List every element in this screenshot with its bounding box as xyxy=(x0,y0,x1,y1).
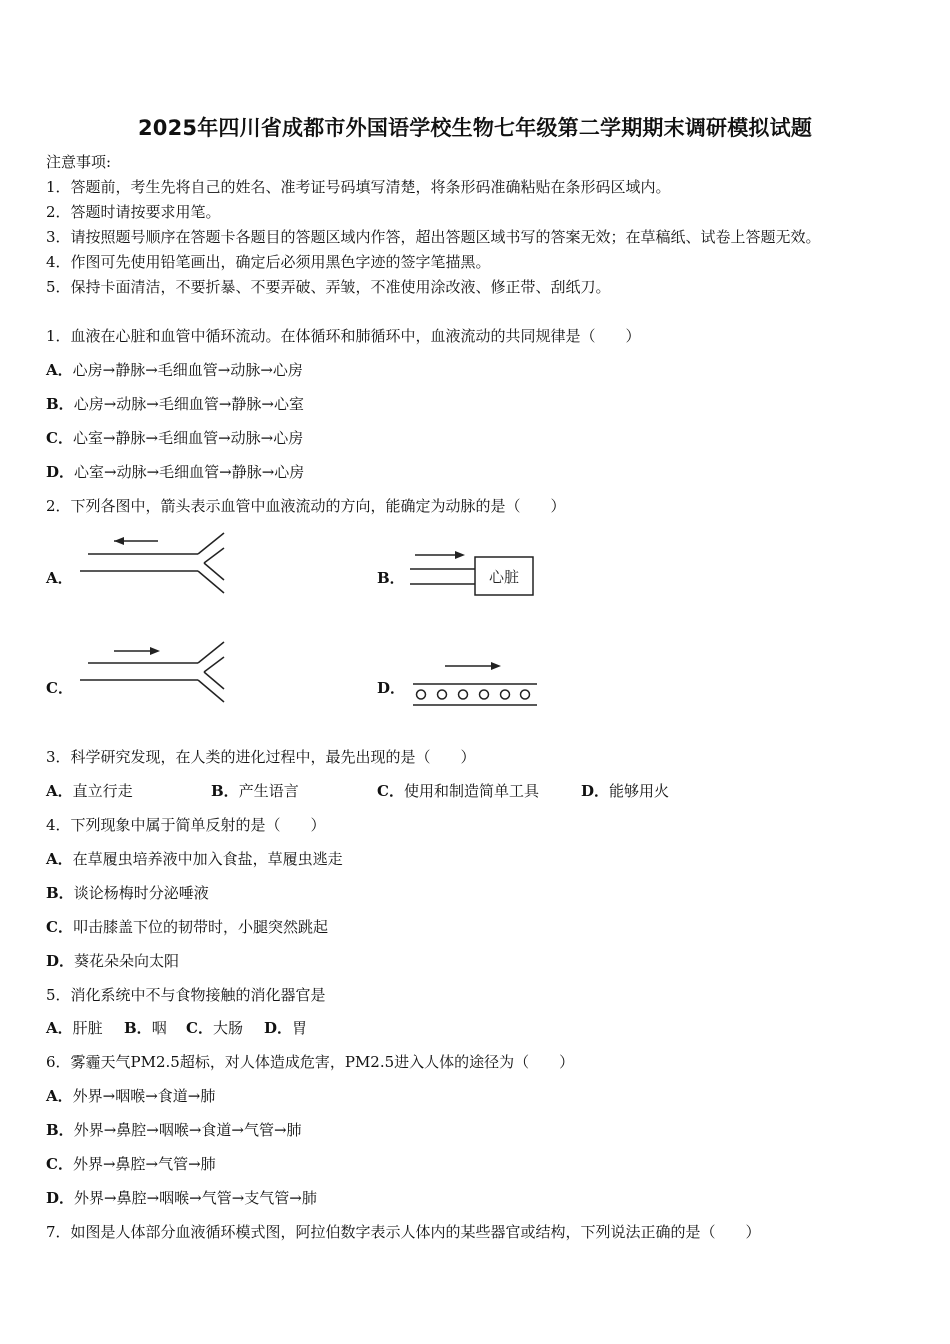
question-5-option-b xyxy=(124,1018,167,1038)
figure-c-label: C． xyxy=(46,679,73,697)
blood-cell-icon xyxy=(501,690,510,699)
question-4-option-a xyxy=(46,849,343,869)
option-letter: C． xyxy=(46,429,73,447)
question-6-stem: 6．雾霾天气PM2.5超标，对人体造成危害，PM2.5进入人体的途径为（ ） xyxy=(46,1053,575,1071)
blood-cell-icon xyxy=(417,690,426,699)
question-1-option-a xyxy=(46,360,303,380)
question-2-stem: 2．下列各图中，箭头表示血管中血液流动的方向，能确定为动脉的是（ ） xyxy=(46,497,566,515)
option-text: 咽 xyxy=(151,1019,167,1037)
question-3-option-a xyxy=(46,781,133,801)
figure-b-label: B． xyxy=(377,569,405,587)
option-letter: D． xyxy=(264,1019,293,1037)
option-letter: C． xyxy=(377,782,404,800)
figure-d-capillary-diagram xyxy=(405,655,545,711)
option-letter: D． xyxy=(46,1189,75,1207)
question-7-stem: 7．如图是人体部分血液循环模式图，阿拉伯数字表示人体内的某些器官或结构，下列说法正确的是（ ） xyxy=(46,1223,761,1241)
option-letter: D． xyxy=(46,952,75,970)
blood-cell-icon xyxy=(521,690,530,699)
question-3-stem: 3．科学研究发现，在人类的进化过程中，最先出现的是（ ） xyxy=(46,748,476,766)
question-4-option-d xyxy=(46,951,179,971)
heart-box-label: 心脏 xyxy=(488,568,520,586)
option-letter: C． xyxy=(46,918,73,936)
option-text: 心室→静脉→毛细血管→动脉→心房 xyxy=(72,429,304,447)
question-5-option-d xyxy=(264,1018,307,1038)
option-letter: D． xyxy=(46,463,75,481)
option-letter: B． xyxy=(46,395,74,413)
figure-a-label: A． xyxy=(46,569,73,587)
question-6-option-c xyxy=(46,1154,216,1174)
option-letter: A． xyxy=(46,782,73,800)
option-text: 谈论杨梅时分泌唾液 xyxy=(73,884,209,902)
question-1-stem: 1．血液在心脏和血管中循环流动。在体循环和肺循环中，血液流动的共同规律是（ ） xyxy=(46,327,641,345)
page-title: 2025年四川省成都市外国语学校生物七年级第二学期期末调研模拟试题 xyxy=(137,116,813,140)
option-text: 肝脏 xyxy=(72,1019,103,1037)
question-3-option-c xyxy=(377,781,539,801)
option-text: 产生语言 xyxy=(238,782,299,800)
figure-a-vessel-diagram xyxy=(76,528,236,600)
arrow-right-icon xyxy=(455,551,465,559)
option-text: 心室→动脉→毛细血管→静脉→心房 xyxy=(74,463,305,481)
option-text: 外界→鼻腔→气管→肺 xyxy=(72,1155,216,1173)
notice-item: 5．保持卡面清洁，不要折暴、不要弄破、弄皱，不准使用涂改液、修正带、刮纸刀。 xyxy=(46,278,611,296)
option-text: 叩击膝盖下位的韧带时，小腿突然跳起 xyxy=(72,918,328,936)
blood-cell-icon xyxy=(438,690,447,699)
question-1-option-b xyxy=(46,394,304,414)
option-letter: A． xyxy=(46,361,73,379)
option-text: 直立行走 xyxy=(72,782,133,800)
question-3-option-b xyxy=(211,781,299,801)
question-1-option-c xyxy=(46,428,303,448)
figure-b-heart-diagram xyxy=(405,545,540,600)
question-6-option-b xyxy=(46,1120,302,1140)
question-4-option-b xyxy=(46,883,209,903)
option-text: 外界→咽喉→食道→肺 xyxy=(72,1087,216,1105)
question-6-option-a xyxy=(46,1086,215,1106)
option-text: 能够用火 xyxy=(609,782,670,800)
option-text: 心房→动脉→毛细血管→静脉→心室 xyxy=(73,395,304,413)
option-letter: A． xyxy=(46,1087,73,1105)
option-text: 心房→静脉→毛细血管→动脉→心房 xyxy=(72,361,303,379)
notice-heading: 注意事项: xyxy=(46,153,112,171)
option-text: 大肠 xyxy=(212,1019,243,1037)
option-letter: D． xyxy=(581,782,610,800)
arrow-right-icon xyxy=(150,647,160,655)
blood-cell-icon xyxy=(480,690,489,699)
notice-item: 4．作图可先使用铅笔画出，确定后必须用黑色字迹的签字笔描黑。 xyxy=(46,253,491,271)
question-5-stem: 5．消化系统中不与食物接触的消化器官是 xyxy=(46,986,326,1004)
blood-cell-icon xyxy=(459,690,468,699)
figure-c-vessel-diagram xyxy=(76,637,236,709)
question-1-option-d xyxy=(46,462,304,482)
option-letter: C． xyxy=(186,1019,213,1037)
arrow-left-icon xyxy=(114,537,124,545)
notice-item: 2．答题时请按要求用笔。 xyxy=(46,203,221,221)
question-6-option-d xyxy=(46,1188,317,1208)
option-letter: C． xyxy=(46,1155,73,1173)
option-letter: B． xyxy=(46,884,74,902)
option-letter: A． xyxy=(46,1019,73,1037)
option-text: 使用和制造简单工具 xyxy=(403,782,539,800)
option-letter: A． xyxy=(46,850,73,868)
option-text: 外界→鼻腔→咽喉→气管→支气管→肺 xyxy=(74,1189,317,1207)
question-3-option-d xyxy=(581,781,669,801)
question-5-option-c xyxy=(186,1018,243,1038)
arrow-right-icon xyxy=(491,662,501,670)
option-text: 在草履虫培养液中加入食盐，草履虫逃走 xyxy=(72,850,343,868)
option-text: 葵花朵朵向太阳 xyxy=(74,952,180,970)
option-letter: B． xyxy=(124,1019,152,1037)
option-letter: B． xyxy=(46,1121,74,1139)
figure-d-label: D． xyxy=(377,679,406,697)
question-4-stem: 4．下列现象中属于简单反射的是（ ） xyxy=(46,816,326,834)
option-text: 外界→鼻腔→咽喉→食道→气管→肺 xyxy=(73,1121,302,1139)
notice-item: 3．请按照题号顺序在答题卡各题目的答题区域内作答，超出答题区域书写的答案无效；在草稿纸、试卷上答题无效。 xyxy=(46,228,821,246)
notice-item: 1．答题前，考生先将自己的姓名、准考证号码填写清楚，将条形码准确粘贴在条形码区域内。 xyxy=(46,178,671,196)
question-4-option-c xyxy=(46,917,328,937)
option-text: 胃 xyxy=(292,1019,308,1037)
option-letter: B． xyxy=(211,782,239,800)
question-5-option-a xyxy=(46,1018,103,1038)
